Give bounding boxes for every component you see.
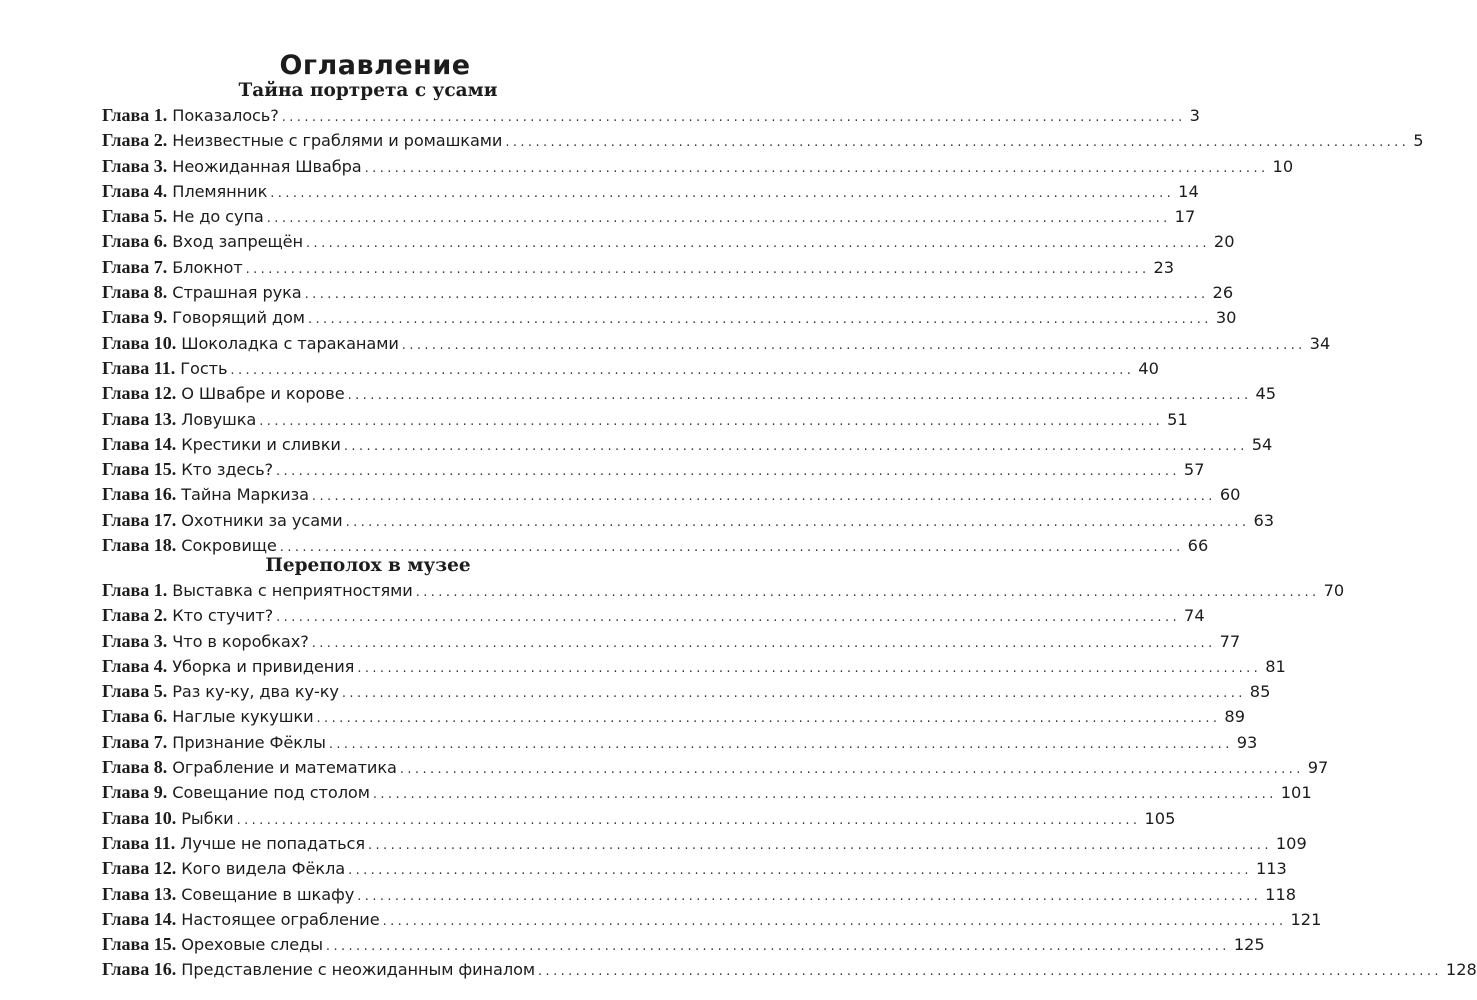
toc-entry (102, 305, 1237, 330)
toc-entry (102, 907, 1322, 932)
chapter-title: Тайна Маркиза (181, 485, 309, 505)
chapter-label: Глава 18. (102, 535, 177, 556)
chapter-label: Глава 3. (102, 630, 168, 651)
chapter-title: Сокровище (181, 536, 277, 556)
toc-entry (102, 407, 1188, 432)
chapter-title: Кого видела Фёкла (181, 859, 346, 879)
dot-leader: ........................................................................................................................ (348, 863, 1252, 879)
chapter-title: Вход запрещён (172, 232, 304, 252)
dot-leader: ........................................................................................................................ (538, 964, 1442, 980)
chapter-label: Глава 10. (102, 332, 177, 353)
chapter-title: О Швабре и корове (181, 384, 345, 404)
chapter-title: Не до супа (172, 207, 264, 227)
dot-leader: ........................................................................................................................ (266, 211, 1171, 227)
toc-entry (102, 603, 1205, 628)
dot-leader: ........................................................................................................................ (316, 711, 1221, 727)
dot-leader: ........................................................................................................................ (306, 236, 1210, 252)
page-number: 34 (1309, 333, 1331, 353)
page-number: 17 (1174, 207, 1196, 227)
chapter-label: Глава 2. (102, 605, 168, 626)
chapter-label: Глава 1. (102, 105, 168, 125)
toc-entry (102, 128, 1424, 153)
dot-leader: ........................................................................................................................ (347, 388, 1252, 404)
chapter-title: Лучше не попадаться (180, 833, 365, 853)
chapter-title: Неожиданная Швабра (172, 156, 362, 176)
toc-entry (102, 679, 1271, 704)
dot-leader: ........................................................................................................................ (357, 888, 1262, 904)
page-number: 105 (1144, 808, 1176, 828)
toc-entry (102, 755, 1329, 780)
chapter-title: Раз ку-ку, два ку-ку (172, 682, 339, 702)
page-number: 10 (1272, 156, 1294, 176)
dot-leader: ........................................................................................................................ (270, 185, 1175, 201)
toc-entry (102, 457, 1205, 482)
chapter-label: Глава 11. (102, 357, 176, 378)
dot-leader: ........................................................................................................................ (307, 312, 1212, 328)
toc-entry (102, 179, 1199, 204)
dot-leader: ........................................................................................................................ (245, 261, 1150, 277)
chapter-label: Глава 13. (102, 883, 177, 904)
dot-leader: ........................................................................................................................ (236, 812, 1141, 828)
chapter-title: Кто здесь? (181, 460, 274, 480)
chapter-label: Глава 12. (102, 383, 177, 404)
toc-entry (102, 730, 1258, 755)
chapter-label: Глава 4. (102, 180, 168, 201)
chapter-list (102, 103, 1424, 558)
chapter-title: Крестики и сливки (181, 434, 341, 454)
toc-entry (102, 957, 1477, 982)
dot-leader: ........................................................................................................................ (399, 762, 1304, 778)
chapter-title: Совещание под столом (172, 783, 370, 803)
page-number: 51 (1167, 409, 1188, 429)
toc-section-1 (102, 78, 1424, 558)
dot-leader: ........................................................................................................................ (341, 686, 1246, 702)
chapter-label: Глава 4. (102, 655, 168, 676)
chapter-label: Глава 11. (102, 832, 176, 853)
dot-leader: ........................................................................................................................ (382, 913, 1287, 929)
dot-leader: ........................................................................................................................ (372, 787, 1277, 803)
chapter-label: Глава 7. (102, 256, 168, 277)
toc-entry (102, 255, 1175, 280)
dot-leader: ........................................................................................................................ (415, 585, 1320, 600)
chapter-label: Глава 16. (102, 959, 177, 980)
toc-entry (102, 932, 1265, 957)
chapter-label: Глава 8. (102, 757, 168, 778)
toc-entry (102, 204, 1196, 229)
toc-entry (102, 432, 1273, 457)
toc-entry (102, 629, 1241, 654)
chapter-label: Глава 17. (102, 509, 177, 530)
section-title: Тайна портрета с усами (238, 80, 498, 101)
page-number: 23 (1153, 257, 1175, 277)
toc-entry (102, 482, 1241, 507)
chapter-label: Глава 3. (102, 155, 168, 176)
toc-section-2 (102, 553, 1477, 983)
page-number: 3 (1189, 106, 1200, 125)
page-number: 93 (1236, 732, 1258, 752)
dot-leader: ........................................................................................................................ (230, 362, 1135, 378)
dot-leader: ........................................................................................................................ (276, 464, 1180, 480)
chapter-label: Глава 8. (102, 282, 168, 303)
toc-entry (102, 654, 1286, 679)
chapter-label: Глава 2. (102, 130, 168, 151)
page-number: 77 (1219, 631, 1241, 651)
toc-entry (102, 154, 1294, 179)
page-number: 118 (1265, 884, 1297, 904)
toc-entry (102, 280, 1234, 305)
chapter-label: Глава 5. (102, 206, 168, 227)
chapter-title: Гость (180, 358, 228, 378)
page-number: 66 (1187, 536, 1209, 556)
page-title: Оглавление (279, 50, 471, 82)
chapter-label: Глава 1. (102, 580, 168, 600)
page-number: 113 (1255, 859, 1287, 879)
dot-leader: ........................................................................................................................ (311, 489, 1216, 505)
toc-entry (102, 103, 1200, 128)
page-number: 57 (1183, 460, 1205, 480)
page-number: 97 (1307, 758, 1329, 778)
chapter-title: Совещание в шкафу (181, 884, 355, 904)
dot-leader: ........................................................................................................................ (328, 736, 1233, 752)
chapter-title: Рыбки (181, 808, 234, 828)
toc-entry (102, 780, 1312, 805)
toc-entry (102, 381, 1277, 406)
chapter-title: Настоящее ограбление (181, 909, 380, 929)
dot-leader: ........................................................................................................................ (401, 337, 1306, 353)
toc-entry (102, 229, 1235, 254)
toc-entry (102, 882, 1297, 907)
dot-leader: ........................................................................................................................ (304, 287, 1209, 303)
chapter-label: Глава 14. (102, 908, 177, 929)
toc-entry (102, 356, 1159, 381)
dot-leader: ........................................................................................................................ (367, 837, 1272, 853)
chapter-title: Страшная рука (172, 283, 302, 303)
chapter-label: Глава 10. (102, 807, 177, 828)
chapter-label: Глава 14. (102, 433, 177, 454)
toc-entry (102, 508, 1275, 533)
toc-entry (102, 806, 1176, 831)
page-number: 54 (1251, 434, 1273, 454)
page-number: 109 (1275, 833, 1307, 853)
page-number: 125 (1233, 935, 1265, 955)
chapter-title: Признание Фёклы (172, 732, 326, 752)
chapter-label: Глава 13. (102, 408, 177, 429)
chapter-label: Глава 5. (102, 681, 168, 702)
chapter-label: Глава 9. (102, 782, 168, 803)
page-number: 89 (1224, 707, 1246, 727)
dot-leader: ........................................................................................................................ (281, 110, 1186, 125)
chapter-title: Племянник (172, 181, 268, 201)
chapter-label: Глава 12. (102, 858, 177, 879)
chapter-title: Наглые кукушки (172, 707, 314, 727)
chapter-label: Глава 9. (102, 307, 168, 328)
toc-entry (102, 331, 1331, 356)
page-number: 74 (1184, 606, 1205, 626)
page-number: 20 (1213, 232, 1235, 252)
dot-leader: ........................................................................................................................ (325, 939, 1230, 955)
chapter-label: Глава 6. (102, 231, 168, 252)
chapter-list (102, 578, 1477, 983)
dot-leader: ........................................................................................................................ (505, 135, 1410, 151)
toc-entry (102, 704, 1246, 729)
dot-leader: ........................................................................................................................ (311, 635, 1216, 651)
chapter-label: Глава 15. (102, 934, 177, 955)
chapter-title: Что в коробках? (172, 631, 309, 651)
page-number: 121 (1290, 909, 1322, 929)
chapter-title: Шоколадка с тараканами (181, 333, 399, 353)
page-number: 30 (1215, 308, 1237, 328)
chapter-title: Неизвестные с граблями и ромашками (172, 131, 503, 151)
page-number: 101 (1280, 783, 1312, 803)
page-number: 45 (1255, 384, 1277, 404)
chapter-title: Выставка с неприятностями (172, 581, 413, 600)
page-number: 26 (1212, 283, 1234, 303)
page-number: 81 (1265, 656, 1286, 676)
chapter-label: Глава 6. (102, 706, 168, 727)
chapter-title: Показалось? (172, 106, 279, 125)
chapter-label: Глава 7. (102, 731, 168, 752)
chapter-title: Ограбление и математика (172, 758, 397, 778)
chapter-title: Представление с неожиданным финалом (181, 960, 535, 980)
chapter-title: Говорящий дом (172, 308, 305, 328)
chapter-title: Охотники за усами (181, 510, 343, 530)
chapter-title: Кто стучит? (172, 606, 274, 626)
dot-leader: ........................................................................................................................ (279, 540, 1184, 556)
dot-leader: ........................................................................................................................ (357, 660, 1262, 676)
page-number: 85 (1249, 682, 1271, 702)
dot-leader: ........................................................................................................................ (345, 514, 1250, 530)
chapter-title: Ореховые следы (181, 935, 323, 955)
page-number: 40 (1138, 358, 1159, 378)
page-number: 5 (1413, 131, 1424, 151)
dot-leader: ........................................................................................................................ (343, 438, 1248, 454)
chapter-title: Блокнот (172, 257, 243, 277)
page-number: 60 (1219, 485, 1241, 505)
dot-leader: ........................................................................................................................ (364, 160, 1269, 176)
chapter-label: Глава 16. (102, 484, 177, 505)
chapter-label: Глава 15. (102, 459, 177, 480)
dot-leader: ........................................................................................................................ (259, 413, 1164, 429)
toc-entry (102, 856, 1287, 881)
page-number: 70 (1323, 581, 1345, 600)
section-title: Переполох в музее (265, 555, 471, 576)
dot-leader: ........................................................................................................................ (276, 610, 1181, 626)
toc-entry (102, 578, 1345, 603)
chapter-title: Уборка и привидения (172, 656, 355, 676)
page-number: 14 (1178, 181, 1199, 201)
chapter-title: Ловушка (181, 409, 257, 429)
page-number: 63 (1253, 510, 1275, 530)
page-number: 128 (1445, 960, 1477, 980)
toc-entry (102, 831, 1307, 856)
